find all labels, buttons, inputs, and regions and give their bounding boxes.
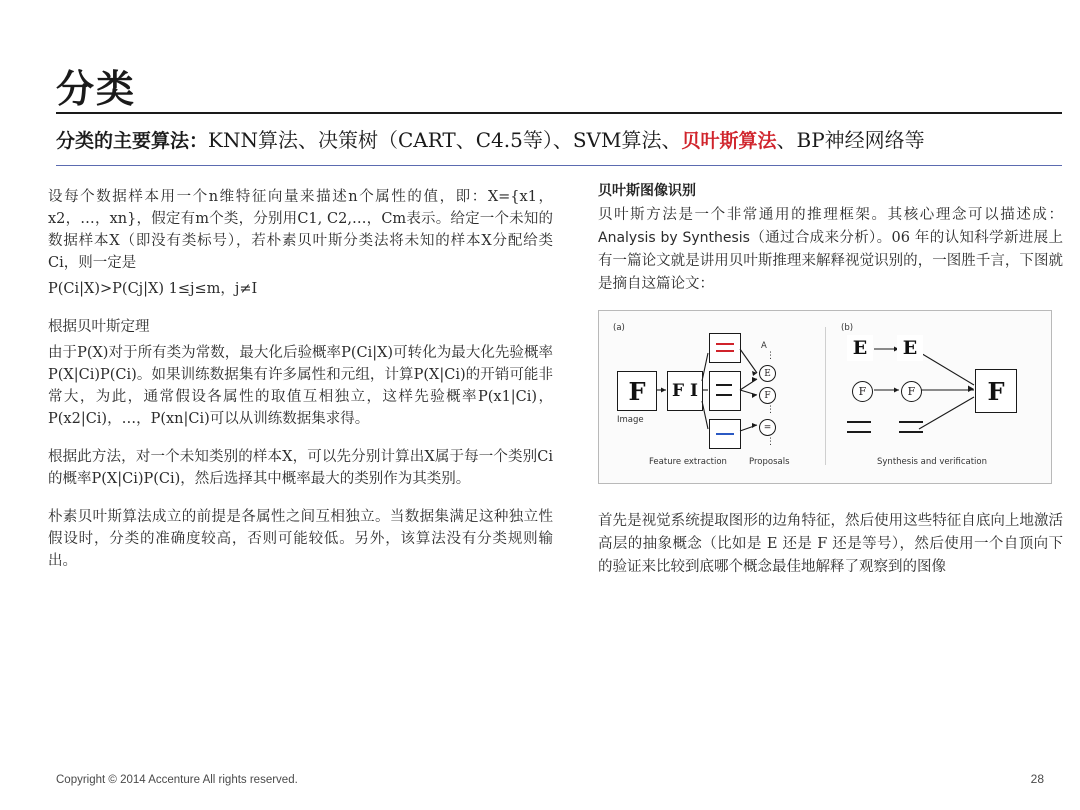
subtitle-label: 分类的主要算法：	[56, 130, 209, 152]
paragraph-premise: 朴素贝叶斯算法成立的前提是各属性之间互相独立。当数据集满足这种独立性假设时，分类的准确度较高，否则可能较低。另外，该算法没有分类规则输出。	[48, 509, 553, 569]
right-intro-term: Analysis by Synthesis	[598, 230, 750, 246]
right-conclusion: 首先是视觉系统提取图形的边角特征，然后使用这些特征自底向上地激活高层的抽象概念（比如是 E 还是 F 还是等号），然后使用一个自顶向下的验证来比较到底哪个概念最佳地解释了观察到的图像	[598, 513, 1063, 575]
feature-box-fi: F I	[667, 371, 703, 411]
paragraph-bayes-theorem-heading: 根据贝叶斯定理	[48, 319, 150, 335]
subtitle-highlight: 贝叶斯算法	[681, 130, 777, 152]
paragraph-definition: 设每个数据样本用一个n维特征向量来描述n个属性的值，即：X={x1，x2，…，xn}，假定有m个类，分别用C1, C2,…，Cm表示。给定一个未知的数据样本X（即没有类标号），若朴素贝叶斯分类法将未知的样本X分配给类Ci，则一定是	[48, 189, 553, 271]
eq-stroke-left-bottom	[847, 431, 871, 433]
panel-b-label: (b)	[841, 323, 854, 333]
caption-proposals: Proposals	[749, 457, 790, 467]
proposal-circle-f: F	[759, 387, 776, 404]
caption-feature-extraction: Feature extraction	[649, 457, 727, 467]
caption-synthesis: Synthesis and verification	[877, 457, 988, 467]
vertical-dots-icon-3: ⋮	[766, 437, 775, 447]
bayesian-recognition-figure	[598, 310, 1052, 484]
copyright-footer: Copyright © 2014 Accenture All rights reserved.	[56, 774, 298, 786]
panel-a-label: (a)	[613, 323, 625, 333]
synth-circle-f-right: F	[901, 381, 922, 402]
image-label: Image	[617, 415, 644, 425]
page-number: 28	[1030, 772, 1044, 786]
slide-subtitle	[56, 126, 1066, 155]
right-intro	[598, 204, 1063, 296]
vertical-dots-icon: ⋮	[766, 351, 775, 361]
title-divider	[56, 112, 1062, 114]
subtitle-divider	[56, 165, 1062, 166]
right-heading: 贝叶斯图像识别	[598, 183, 696, 199]
node-a-label: A	[761, 341, 767, 351]
synth-result-box-f: F	[975, 369, 1017, 413]
page-title: 分类	[56, 67, 137, 111]
subtitle-part1: KNN算法、决策树（CART、C4.5等）、SVM算法、	[208, 128, 682, 152]
synth-label-e-left: E	[847, 335, 873, 361]
paragraph-bayes-theorem-body: 由于P(X)对于所有类为常数，最大化后验概率P(Ci|X)可转化为最大化先验概率P(X|Ci)P(Ci)。如果训练数据集有许多属性和元组，计算P(X|Ci)的开销可能非常大，为此，通常假设各属性的取值互相独立，这样先验概率P(x1|Ci)，P(x2|Ci)，…，P(xn|Ci)可以从训练数据集求得。	[48, 345, 553, 427]
proposal-circle-e: E	[759, 365, 776, 382]
right-intro-part2: （通过合成来分析）。06 年的认知科学新进展上有一篇论文就是讲用贝叶斯推理来解释视觉识别的，一图胜千言，下图就是摘自这篇论文：	[598, 230, 1063, 292]
left-column	[48, 186, 553, 588]
proposal-circle-eq: =	[759, 419, 776, 436]
vertical-dots-icon-2: ⋮	[766, 405, 775, 415]
synth-label-e-right: E	[897, 335, 923, 361]
synth-circle-f-left: F	[852, 381, 873, 402]
right-column	[598, 180, 1063, 579]
subtitle-part2: 、BP神经网络等	[776, 128, 925, 152]
paragraph-method: 根据此方法，对一个未知类别的样本X，可以先分别计算出X属于每一个类别Ci的概率P(X|Ci)P(Ci)，然后选择其中概率最大的类别作为其类别。	[48, 449, 553, 487]
figure-inner	[609, 319, 1041, 473]
eq-stroke-right-top	[899, 421, 923, 423]
image-box-f: F	[617, 371, 657, 411]
eq-stroke-left-top	[847, 421, 871, 423]
paragraph-formula: P(Ci|X)>P(Cj|X) 1≤j≤m，j≠I	[48, 281, 258, 297]
right-intro-part1: 贝叶斯方法是一个非常通用的推理框架。其核心理念可以描述成：	[598, 207, 1063, 223]
eq-stroke-right-bottom	[899, 431, 923, 433]
